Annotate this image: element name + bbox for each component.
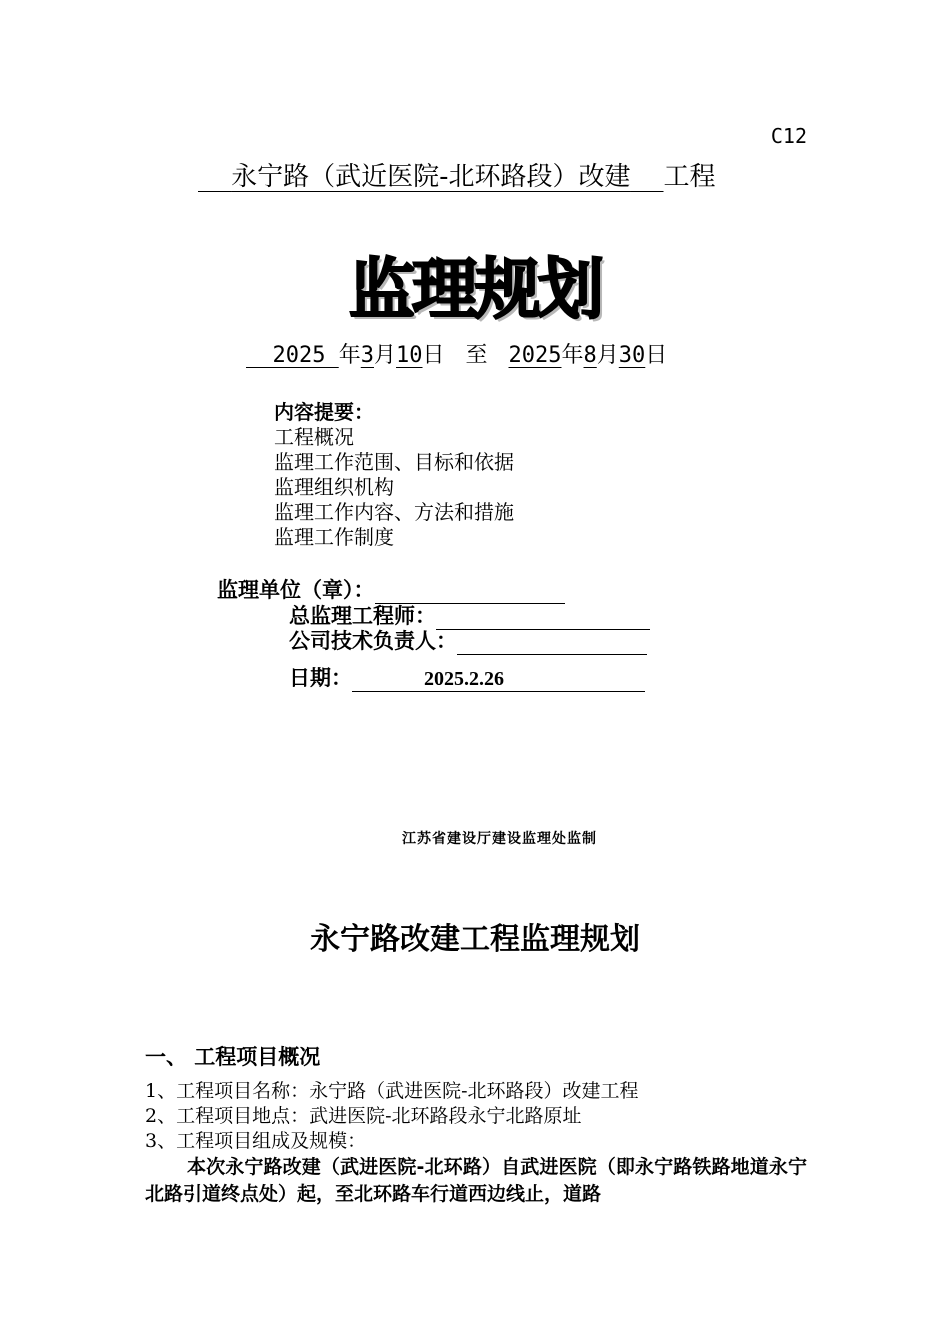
start-month: 3 <box>360 343 374 368</box>
summary-item: 监理工作制度 <box>274 525 394 549</box>
form-code: C12 <box>770 124 807 148</box>
content-summary <box>274 400 514 550</box>
issuer-note: 江苏省建设厅建设监理处监制 <box>402 831 597 847</box>
summary-item: 监理工作内容、方法和措施 <box>274 500 514 524</box>
overview-item: 2、工程项目地点：武进医院-北环路段永宁北路原址 <box>145 1105 582 1127</box>
period-to: 至 <box>465 343 488 368</box>
start-year: 2025 <box>272 343 326 368</box>
summary-item: 监理工作范围、目标和依据 <box>274 450 514 474</box>
chief-engineer-label: 总监理工程师： <box>289 604 436 628</box>
scope-paragraph: 本次永宁路改建（武进医院-北环路）自武进医院（即永宁路铁路地道永宁北路引道终点处）起，至北环路车行道西边线止，道路 <box>145 1156 807 1205</box>
section-heading: 一、 工程项目概况 <box>145 1045 321 1069</box>
summary-heading: 内容提要： <box>274 400 374 424</box>
overview-item: 3、工程项目组成及规模： <box>145 1130 367 1152</box>
document-title: 永宁路改建工程监理规划 <box>310 922 640 957</box>
supervision-period: 2025 年3月10日 至 2025年8月30日 <box>246 338 667 369</box>
supervisor-unit-label: 监理单位（章）： <box>217 578 375 602</box>
date-label: 日期： <box>289 666 352 690</box>
project-name: 永宁路（武近医院-北环路段）改建 <box>231 162 631 192</box>
end-year: 2025 <box>508 343 562 368</box>
tech-lead-field <box>289 625 647 655</box>
end-day: 30 <box>618 343 646 368</box>
project-suffix: 工程 <box>663 162 716 192</box>
tech-lead-label: 公司技术负责人： <box>289 629 457 653</box>
tech-lead-blank <box>457 634 647 655</box>
overview-items <box>145 1079 639 1154</box>
summary-item: 工程概况 <box>274 425 354 449</box>
main-title: 监理规划 <box>349 251 601 328</box>
end-month: 8 <box>583 343 597 368</box>
project-name-line <box>198 156 716 193</box>
date-field <box>289 662 645 692</box>
start-day: 10 <box>396 343 423 368</box>
overview-item: 1、工程项目名称：永宁路（武进医院-北环路段）改建工程 <box>145 1080 639 1102</box>
summary-item: 监理组织机构 <box>274 475 394 499</box>
date-value: 2025.2.26 <box>352 668 645 692</box>
